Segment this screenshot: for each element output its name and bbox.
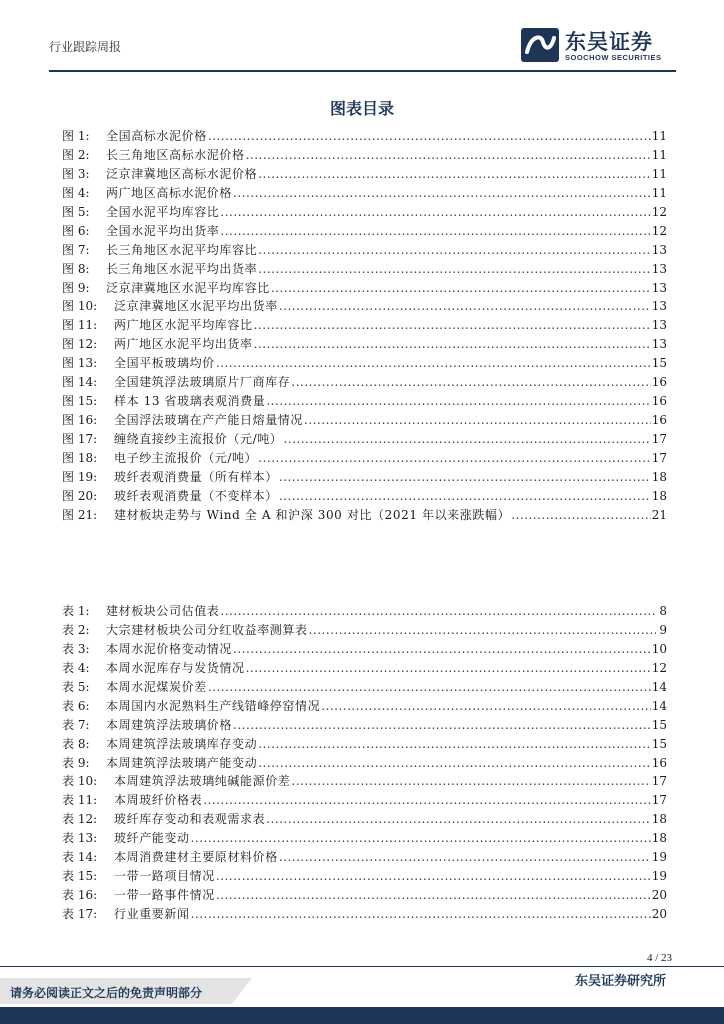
entry-page-number: 18 (651, 831, 667, 846)
entry-page-number: 16 (651, 413, 667, 428)
entry-number: 表 6: (62, 698, 90, 713)
figure-entry[interactable] (62, 411, 667, 430)
entry-title: 全国水泥平均库容比 (106, 204, 220, 219)
figure-entry[interactable] (62, 203, 667, 222)
entry-page-number: 11 (651, 166, 667, 181)
table-entry[interactable] (62, 602, 667, 621)
dot-leader (279, 489, 651, 503)
dot-leader (254, 318, 651, 332)
dot-leader (266, 812, 651, 826)
figure-entry[interactable] (62, 165, 667, 184)
footer-divider (0, 966, 724, 967)
entry-page-number: 14 (651, 679, 667, 694)
entry-title: 玻纤表观消费量（不变样本） (114, 488, 278, 503)
entry-number: 表 4: (62, 660, 90, 675)
dot-leader (233, 186, 651, 200)
dot-leader (220, 205, 650, 219)
entry-number: 表 10: (62, 774, 98, 789)
entry-title: 本周消费建材主要原材料价格 (114, 850, 278, 865)
table-entry[interactable] (62, 905, 667, 924)
entry-page-number: 21 (651, 507, 667, 522)
dot-leader (216, 356, 651, 370)
entry-page-number: 19 (651, 869, 667, 884)
header-divider (49, 70, 676, 72)
dot-leader (258, 451, 650, 465)
dot-leader (266, 394, 650, 408)
entry-page-number: 20 (651, 888, 667, 903)
entry-page-number: 18 (651, 812, 667, 827)
entry-number: 表 1: (62, 604, 90, 618)
entry-page-number: 20 (651, 907, 667, 921)
figure-entry[interactable] (62, 184, 667, 203)
entry-number: 图 9: (62, 280, 90, 295)
table-entry[interactable] (62, 716, 667, 735)
entry-title: 长三角地区水泥平均出货率 (106, 261, 258, 276)
entry-title: 本周建筑浮法玻璃库存变动 (106, 736, 258, 751)
entry-title: 全国建筑浮法玻璃原片厂商库存 (114, 375, 291, 390)
figure-entry[interactable] (62, 506, 667, 525)
dot-leader (220, 604, 656, 618)
dot-leader (203, 793, 651, 807)
entry-page-number: 17 (651, 432, 667, 446)
dot-leader (279, 850, 651, 864)
table-entry[interactable] (62, 621, 667, 640)
entry-page-number: 9 (659, 622, 667, 637)
entry-number: 图 10: (62, 299, 98, 314)
dot-leader (208, 129, 651, 143)
table-entry[interactable] (62, 697, 667, 716)
dot-leader (216, 869, 651, 883)
entry-number: 图 21: (62, 507, 98, 522)
disclaimer-text: 请务必阅读正文之后的免责声明部分 (10, 986, 203, 1000)
table-entry[interactable] (62, 810, 667, 829)
figure-entry[interactable] (62, 127, 667, 146)
entry-title: 本周建筑浮法玻璃价格 (106, 717, 233, 732)
table-entry[interactable] (62, 886, 667, 905)
figure-entry[interactable] (62, 468, 667, 487)
entry-number: 图 8: (62, 261, 90, 276)
entry-number: 图 3: (62, 166, 90, 181)
entry-number: 表 17: (62, 907, 98, 921)
entry-title: 玻纤表观消费量（所有样本） (114, 469, 278, 484)
entry-title: 本周玻纤价格表 (114, 793, 203, 808)
entry-number: 表 15: (62, 869, 98, 884)
figure-entry[interactable] (62, 392, 667, 411)
entry-page-number: 13 (651, 280, 667, 295)
entry-title: 行业重要新闻 (114, 907, 190, 921)
entry-title: 两广地区水泥平均库容比 (114, 318, 253, 333)
figure-entry[interactable] (62, 260, 667, 279)
table-entry[interactable] (62, 772, 667, 791)
entry-number: 图 15: (62, 394, 98, 409)
entry-page-number: 13 (651, 299, 667, 314)
entry-title: 缠绕直接纱主流报价（元/吨） (114, 432, 283, 446)
entry-number: 表 12: (62, 812, 98, 827)
entry-number: 图 5: (62, 204, 90, 219)
dot-leader (208, 680, 651, 694)
entry-title: 泛京津冀地区水泥平均库容比 (106, 280, 270, 295)
entry-number: 表 11: (62, 793, 98, 808)
entry-title: 全国平板玻璃均价 (114, 356, 215, 371)
entry-number: 图 20: (62, 488, 98, 503)
dot-leader (258, 243, 651, 257)
company-logo (521, 26, 681, 66)
entry-page-number: 17 (651, 774, 667, 789)
dot-leader (283, 432, 650, 446)
dot-leader (279, 299, 651, 313)
entry-page-number: 16 (651, 755, 667, 770)
entry-title: 本周水泥煤炭价差 (106, 679, 207, 694)
dot-leader (321, 699, 651, 713)
table-list (62, 602, 667, 924)
table-entry[interactable] (62, 735, 667, 754)
entry-page-number: 12 (651, 204, 667, 219)
dot-leader (246, 148, 651, 162)
figure-entry[interactable] (62, 297, 667, 316)
entry-number: 表 2: (62, 622, 90, 637)
table-entry[interactable] (62, 867, 667, 886)
report-type-label: 行业跟踪周报 (49, 40, 122, 54)
entry-page-number: 14 (651, 698, 667, 713)
entry-page-number: 11 (651, 185, 667, 200)
entry-title: 一带一路项目情况 (114, 869, 215, 884)
entry-title: 本周建筑浮法玻璃产能变动 (106, 755, 258, 770)
entry-number: 表 5: (62, 679, 90, 694)
entry-page-number: 15 (651, 736, 667, 751)
table-entry[interactable] (62, 678, 667, 697)
figure-entry[interactable] (62, 222, 667, 241)
table-entry[interactable] (62, 848, 667, 867)
entry-number: 表 3: (62, 641, 90, 656)
entry-title: 全国浮法玻璃在产产能日熔量情况 (114, 413, 304, 428)
dot-leader (258, 756, 651, 770)
entry-number: 表 7: (62, 717, 90, 732)
entry-number: 表 13: (62, 831, 98, 846)
entry-number: 表 14: (62, 850, 98, 865)
dot-leader (271, 281, 651, 295)
entry-page-number: 18 (651, 488, 667, 503)
entry-number: 图 11: (62, 318, 98, 333)
entry-page-number: 19 (651, 850, 667, 865)
entry-title: 长三角地区水泥平均库容比 (106, 242, 258, 257)
dot-leader (246, 661, 651, 675)
entry-page-number: 8 (659, 604, 667, 618)
entry-title: 长三角地区高标水泥价格 (106, 147, 245, 162)
entry-number: 图 18: (62, 450, 98, 465)
entry-title: 玻纤产能变动 (114, 831, 190, 846)
figure-list (62, 127, 667, 525)
entry-title: 一带一路事件情况 (114, 888, 215, 903)
dot-leader (233, 718, 651, 732)
entry-number: 表 16: (62, 888, 98, 903)
figure-entry[interactable] (62, 316, 667, 335)
figure-entry[interactable] (62, 487, 667, 506)
entry-page-number: 16 (651, 394, 667, 409)
table-entry[interactable] (62, 754, 667, 773)
dot-leader (258, 262, 651, 276)
dot-leader (220, 224, 650, 238)
entry-title: 全国水泥平均出货率 (106, 223, 220, 238)
entry-title: 本周国内水泥熟料生产线错峰停窑情况 (106, 698, 321, 713)
dot-leader (233, 642, 651, 656)
logo-chinese-text: 东吴证券 (565, 29, 653, 54)
entry-number: 图 7: (62, 242, 90, 257)
entry-title: 建材板块走势与 Wind 全 A 和沪深 300 对比（2021 年以来涨跌幅） (114, 507, 511, 522)
entry-page-number: 11 (651, 129, 667, 143)
dot-leader (291, 774, 650, 788)
table-entry[interactable] (62, 640, 667, 659)
figure-entry[interactable] (62, 430, 667, 449)
dot-leader (216, 888, 651, 902)
dot-leader (258, 167, 651, 181)
entry-title: 本周水泥价格变动情况 (106, 641, 233, 656)
entry-number: 表 9: (62, 755, 90, 770)
figure-entry[interactable] (62, 279, 667, 298)
entry-page-number: 16 (651, 375, 667, 390)
dot-leader (258, 737, 651, 751)
figure-entry[interactable] (62, 335, 667, 354)
figure-entry[interactable] (62, 146, 667, 165)
entry-title: 建材板块公司估值表 (106, 604, 220, 618)
entry-page-number: 17 (651, 793, 667, 808)
entry-page-number: 15 (651, 717, 667, 732)
entry-page-number: 13 (651, 337, 667, 352)
institute-name: 东吴证券研究所 (574, 974, 666, 989)
entry-title: 样本 13 省玻璃表观消费量 (114, 394, 266, 409)
entry-number: 图 13: (62, 356, 98, 371)
figure-entry[interactable] (62, 354, 667, 373)
footer-band (0, 1007, 724, 1024)
logo-english-text: SOOCHOW SECURITIES (565, 53, 662, 62)
page-title: 图表目录 (329, 99, 394, 118)
entry-title: 本周建筑浮法玻璃纯碱能源价差 (114, 774, 291, 789)
entry-title: 大宗建材板块公司分红收益率测算表 (106, 622, 308, 637)
entry-number: 图 17: (62, 432, 98, 446)
dot-leader (309, 623, 656, 637)
entry-title: 两广地区高标水泥价格 (106, 185, 233, 200)
entry-number: 图 2: (62, 147, 90, 162)
dot-leader (291, 375, 650, 389)
entry-title: 两广地区水泥平均出货率 (114, 337, 253, 352)
entry-title: 泛京津冀地区高标水泥价格 (106, 166, 258, 181)
entry-title: 本周水泥库存与发货情况 (106, 660, 245, 675)
entry-title: 电子纱主流报价（元/吨） (114, 450, 258, 465)
table-entry[interactable] (62, 829, 667, 848)
entry-page-number: 10 (651, 641, 667, 656)
entry-number: 图 4: (62, 185, 90, 200)
entry-title: 玻纤库存变动和表观需求表 (114, 812, 266, 827)
figure-entry[interactable] (62, 241, 667, 260)
entry-page-number: 11 (651, 147, 667, 162)
entry-page-number: 12 (651, 223, 667, 238)
dot-leader (304, 413, 651, 427)
entry-title: 全国高标水泥价格 (106, 129, 207, 143)
entry-page-number: 18 (651, 469, 667, 484)
dot-leader (254, 337, 651, 351)
entry-number: 表 8: (62, 736, 90, 751)
soochow-logo-icon (521, 28, 559, 62)
table-entry[interactable] (62, 791, 667, 810)
figure-entry[interactable] (62, 373, 667, 392)
dot-leader (511, 508, 651, 522)
entry-page-number: 17 (651, 450, 667, 465)
entry-number: 图 14: (62, 375, 98, 390)
entry-number: 图 16: (62, 413, 98, 428)
page-number: 4 / 23 (646, 952, 672, 964)
dot-leader (279, 470, 651, 484)
entry-title: 泛京津冀地区水泥平均出货率 (114, 299, 278, 314)
entry-number: 图 6: (62, 223, 90, 238)
dot-leader (191, 831, 651, 845)
entry-page-number: 13 (651, 261, 667, 276)
entry-page-number: 13 (651, 318, 667, 333)
entry-page-number: 12 (651, 660, 667, 675)
entry-page-number: 13 (651, 242, 667, 257)
entry-number: 图 19: (62, 469, 98, 484)
table-entry[interactable] (62, 659, 667, 678)
dot-leader (191, 907, 651, 921)
figure-entry[interactable] (62, 449, 667, 468)
entry-number: 图 1: (62, 129, 90, 143)
entry-number: 图 12: (62, 337, 98, 352)
entry-page-number: 15 (651, 356, 667, 371)
